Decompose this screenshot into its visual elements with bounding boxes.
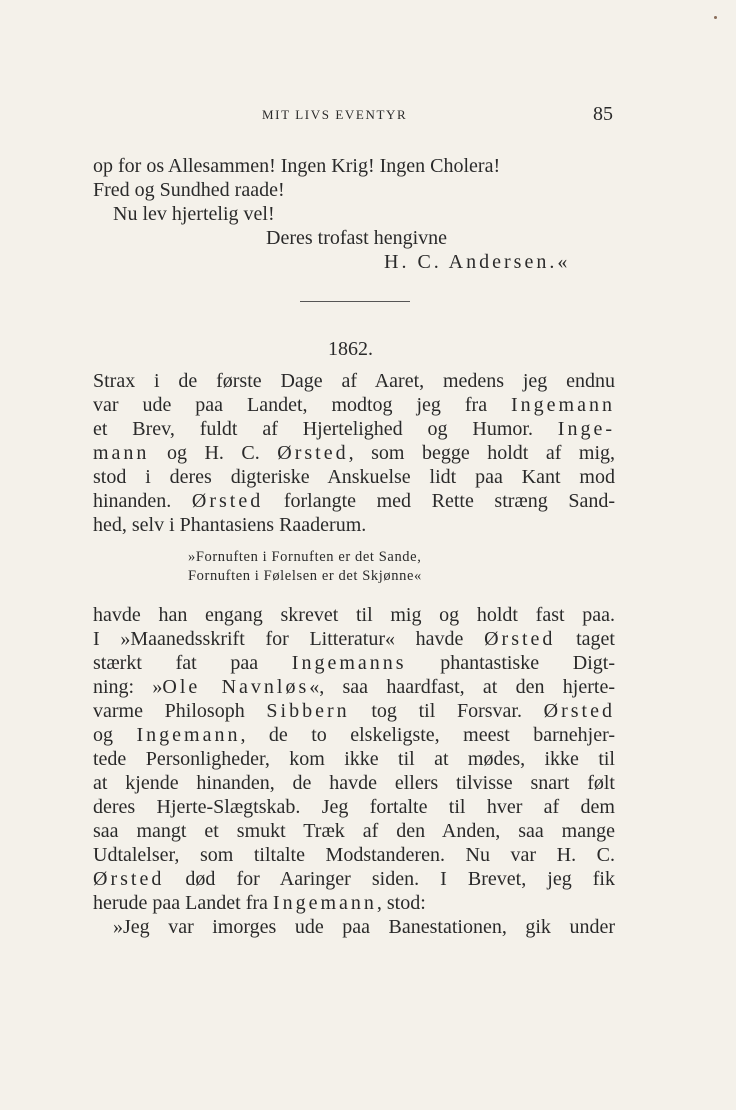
text-line: saa mangt et smukt Træk af den Anden, saa mange	[93, 820, 615, 842]
text-line: havde han engang skrevet til mig og holdt fast paa.	[93, 604, 615, 626]
spaced-name: Ørsted	[543, 700, 615, 722]
spaced-name: Ørsted	[93, 868, 165, 890]
text-line: stærkt fat paa Ingemanns phantastiske Digt-	[93, 652, 615, 674]
spaced-name: Sibbern	[266, 700, 350, 722]
text-line: I »Maanedsskrift for Litteratur« havde Ørsted taget	[93, 628, 615, 650]
text-line: ning: »Ole Navnløs«, saa haardfast, at den hjerte-	[93, 676, 615, 698]
letter-closing	[93, 154, 613, 274]
paragraph-2	[93, 603, 615, 939]
text-line: herude paa Landet fra Ingemann, stod:	[93, 892, 426, 914]
spaced-name: Ingemann	[136, 724, 241, 746]
quoted-verse	[188, 548, 422, 586]
section-divider	[300, 301, 410, 302]
text-line: og Ingemann, de to elskeligste, meest barnehjer-	[93, 724, 616, 746]
text-line: stod i deres digteriske Anskuelse lidt paa Kant mod	[93, 466, 615, 488]
spaced-name: Ingemanns	[291, 652, 407, 674]
text-line: tede Personligheder, kom ikke til at mødes, ikke til	[93, 748, 615, 770]
print-speck	[714, 16, 717, 19]
text-line: Strax i de første Dage af Aaret, medens jeg endnu	[93, 370, 615, 392]
text-line: varme Philosoph Sibbern tog til Forsvar. Ørsted	[93, 700, 615, 722]
spaced-name: Ingemann	[272, 892, 377, 914]
letter-line: Fred og Sundhed raade!	[93, 179, 285, 201]
page-number: 85	[593, 103, 613, 125]
spaced-name: Ole Navnløs	[162, 676, 310, 698]
text-line: et Brev, fuldt af Hjertelighed og Humor. Inge-	[93, 418, 615, 440]
letter-line: Nu lev hjertelig vel!	[113, 203, 275, 225]
text-line: var ude paa Landet, modtog jeg fra Ingemann	[93, 394, 615, 416]
paragraph-1	[93, 369, 615, 537]
text-line: mann og H. C. Ørsted, som begge holdt af mig,	[93, 442, 615, 464]
spaced-name: Ørsted	[484, 628, 556, 650]
spaced-name: Ørsted	[277, 442, 349, 464]
quote-line: Fornuften i Følelsen er det Skjønne«	[188, 568, 422, 584]
spaced-name: Ingemann	[511, 394, 615, 416]
running-title: MIT LIVS EVENTYR	[262, 107, 408, 122]
text-line: Ørsted død for Aaringer siden. I Brevet, jeg fik	[93, 868, 615, 890]
running-header	[0, 103, 736, 131]
text-line: Udtalelser, som tiltalte Modstanderen. Nu var H. C.	[93, 844, 615, 866]
spaced-name: mann	[93, 442, 150, 464]
text-line: hinanden. Ørsted forlangte med Rette stræng Sand-	[93, 490, 616, 512]
letter-line: op for os Allesammen! Ingen Krig! Ingen Cholera!	[93, 155, 501, 177]
text-line: at kjende hinanden, de havde ellers tilvisse snart følt	[93, 772, 615, 794]
letter-signature: H. C. Andersen.«	[384, 251, 571, 273]
text-line: »Jeg var imorges ude paa Banestationen, gik under	[113, 916, 615, 938]
text-line: hed, selv i Phantasiens Raaderum.	[93, 514, 367, 536]
spaced-name: Inge-	[557, 418, 615, 440]
quote-line: »Fornuften i Fornuften er det Sande,	[188, 549, 422, 565]
letter-line: Deres trofast hengivne	[266, 227, 448, 249]
spaced-name: Ørsted	[191, 490, 264, 512]
section-year: 1862.	[328, 338, 373, 360]
text-line: deres Hjerte-Slægtskab. Jeg fortalte til hver af dem	[93, 796, 615, 818]
